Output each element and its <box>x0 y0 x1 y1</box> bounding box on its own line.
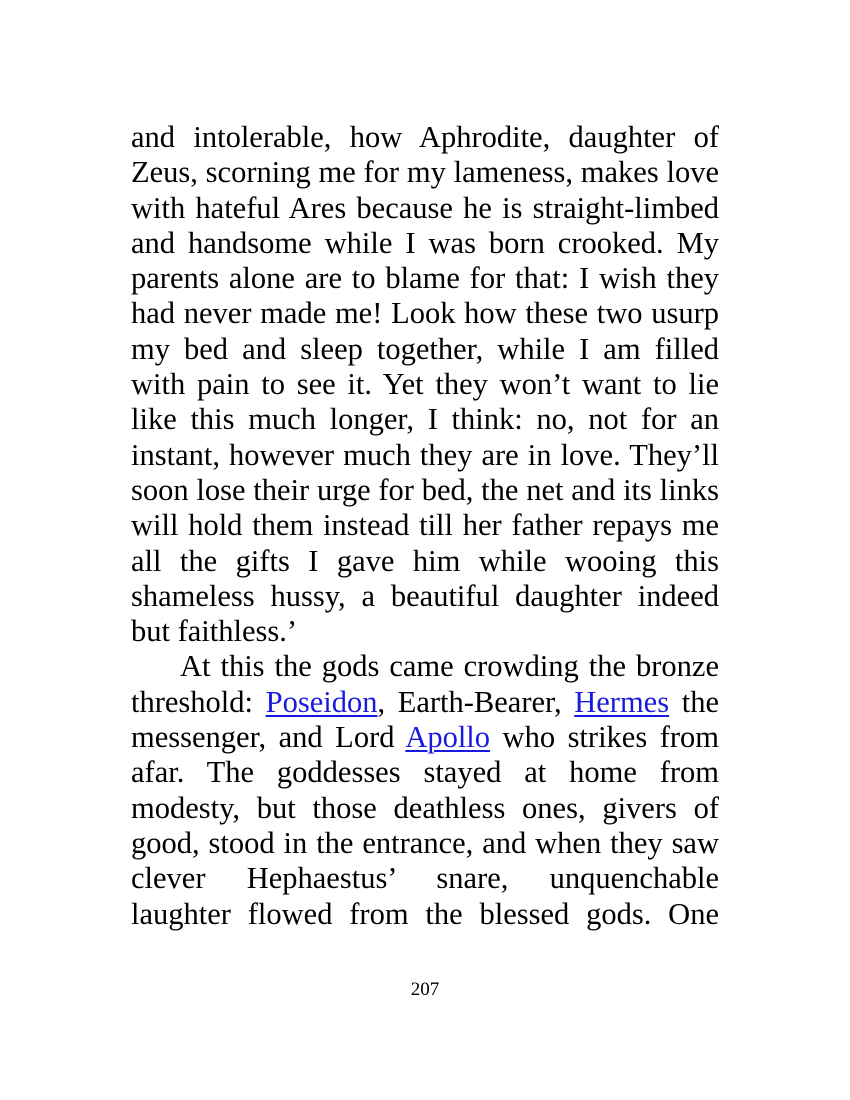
text-segment: the <box>669 684 719 719</box>
paragraph-start-line: At this the gods came crowding the bronze <box>180 649 719 684</box>
text-line: laughter flowed from the blessed gods. One <box>131 896 719 931</box>
text-line-with-link <box>131 720 719 755</box>
text-line: and handsome while I was born crooked. My <box>131 225 719 260</box>
text-line: good, stood in the entrance, and when they saw <box>131 825 719 860</box>
text-line: with pain to see it. Yet they won’t want to lie <box>131 367 719 402</box>
text-line: clever Hephaestus’ snare, unquenchable <box>131 861 719 896</box>
paragraph-end-line: but faithless.’ <box>131 614 298 649</box>
page-text <box>131 120 719 932</box>
text-line: afar. The goddesses stayed at home from <box>131 755 719 790</box>
text-line: instant, however much they are in love. They’ll <box>131 437 719 472</box>
text-line: parents alone are to blame for that: I wish they <box>131 261 719 296</box>
text-line: modesty, but those deathless ones, givers of <box>131 790 719 825</box>
apollo-link[interactable]: Apollo <box>405 720 491 755</box>
text-line: shameless hussy, a beautiful daughter indeed <box>131 578 719 613</box>
text-line: and intolerable, how Aphrodite, daughter of <box>131 120 719 154</box>
text-segment: threshold: <box>131 684 266 719</box>
poseidon-link[interactable]: Poseidon <box>265 684 378 719</box>
text-segment: , Earth-Bearer, <box>377 684 575 719</box>
text-line: soon lose their urge for bed, the net and its links <box>131 472 719 507</box>
page-number: 207 <box>410 979 440 1000</box>
text-segment: who strikes from <box>490 720 719 755</box>
text-segment: messenger, and Lord <box>131 720 406 755</box>
text-line: will hold them instead till her father repays me <box>131 508 719 543</box>
text-line-with-links <box>131 685 719 720</box>
text-line: with hateful Ares because he is straight-limbed <box>131 190 719 225</box>
text-line: Zeus, scorning me for my lameness, makes love <box>131 155 719 190</box>
text-line: my bed and sleep together, while I am filled <box>131 331 719 366</box>
text-line: had never made me! Look how these two usurp <box>131 296 719 331</box>
text-line: like this much longer, I think: no, not for an <box>131 402 719 437</box>
hermes-link[interactable]: Hermes <box>574 684 670 719</box>
text-line: all the gifts I gave him while wooing this <box>131 543 719 578</box>
